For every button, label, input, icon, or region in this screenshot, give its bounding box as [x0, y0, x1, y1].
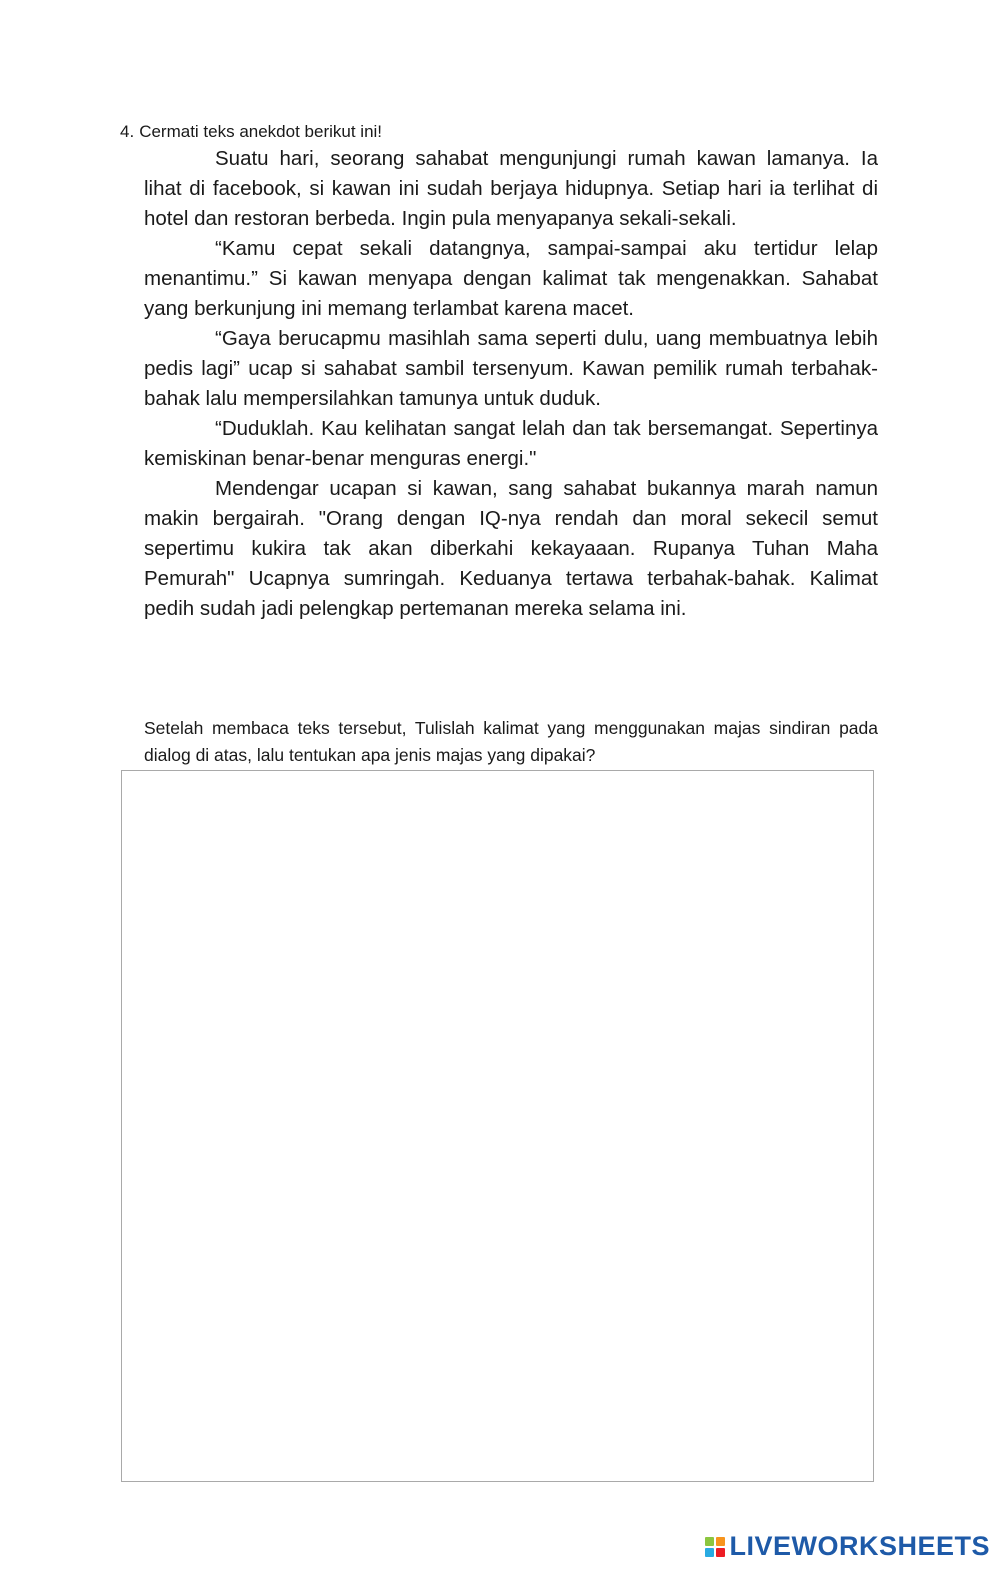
question-header — [120, 120, 382, 144]
logo-tile — [716, 1548, 725, 1557]
liveworksheets-brand — [705, 1531, 990, 1562]
story-paragraph: “Duduklah. Kau kelihatan sangat lelah dan tak bersemangat. Sepertinya kemiskinan benar-benar menguras energi." — [144, 417, 878, 470]
question-number: 4. — [120, 122, 135, 141]
question-instruction: Setelah membaca teks tersebut, Tulislah kalimat yang menggunakan majas sindiran pada dialog di atas, lalu tentukan apa jenis majas yang dipakai? — [144, 718, 878, 765]
liveworksheets-logo-icon — [705, 1537, 725, 1557]
story-paragraph: “Kamu cepat sekali datangnya, sampai-sampai aku tertidur lelap menantimu.” Si kawan menyapa dengan kalimat tak mengenakkan. Sahabat yang berkunjung ini memang terlambat karena macet. — [144, 237, 878, 320]
answer-textbox[interactable] — [121, 770, 874, 1482]
logo-tile — [716, 1537, 725, 1546]
anecdote-text — [144, 144, 878, 624]
logo-tile — [705, 1548, 714, 1557]
story-paragraph: “Gaya berucapmu masihlah sama seperti dulu, uang membuatnya lebih pedis lagi” ucap si sahabat sambil tersenyum. Kawan pemilik rumah terbahak-bahak lalu mempersilahkan tamunya untuk duduk. — [144, 327, 878, 410]
story-paragraph: Mendengar ucapan si kawan, sang sahabat bukannya marah namun makin bergairah. "Orang dengan IQ-nya rendah dan moral sekecil semut sepertimu kukira tak akan diberkahi kekayaaan. Rupanya Tuhan Maha Pemurah" Ucapnya sumringah. Keduanya tertawa terbahak-bahak. Kalimat pedih sudah jadi pelengkap pertemanan mereka selama ini. — [144, 477, 878, 620]
story-paragraph: Suatu hari, seorang sahabat mengunjungi rumah kawan lamanya. Ia lihat di facebook, si kawan ini sudah berjaya hidupnya. Setiap hari ia terlihat di hotel dan restoran berbeda. Ingin pula menyapanya sekali-sekali. — [144, 147, 878, 230]
question-prompt: Cermati teks anekdot berikut ini! — [139, 122, 383, 141]
brand-name: LIVEWORKSHEETS — [729, 1531, 990, 1561]
logo-tile — [705, 1537, 714, 1546]
